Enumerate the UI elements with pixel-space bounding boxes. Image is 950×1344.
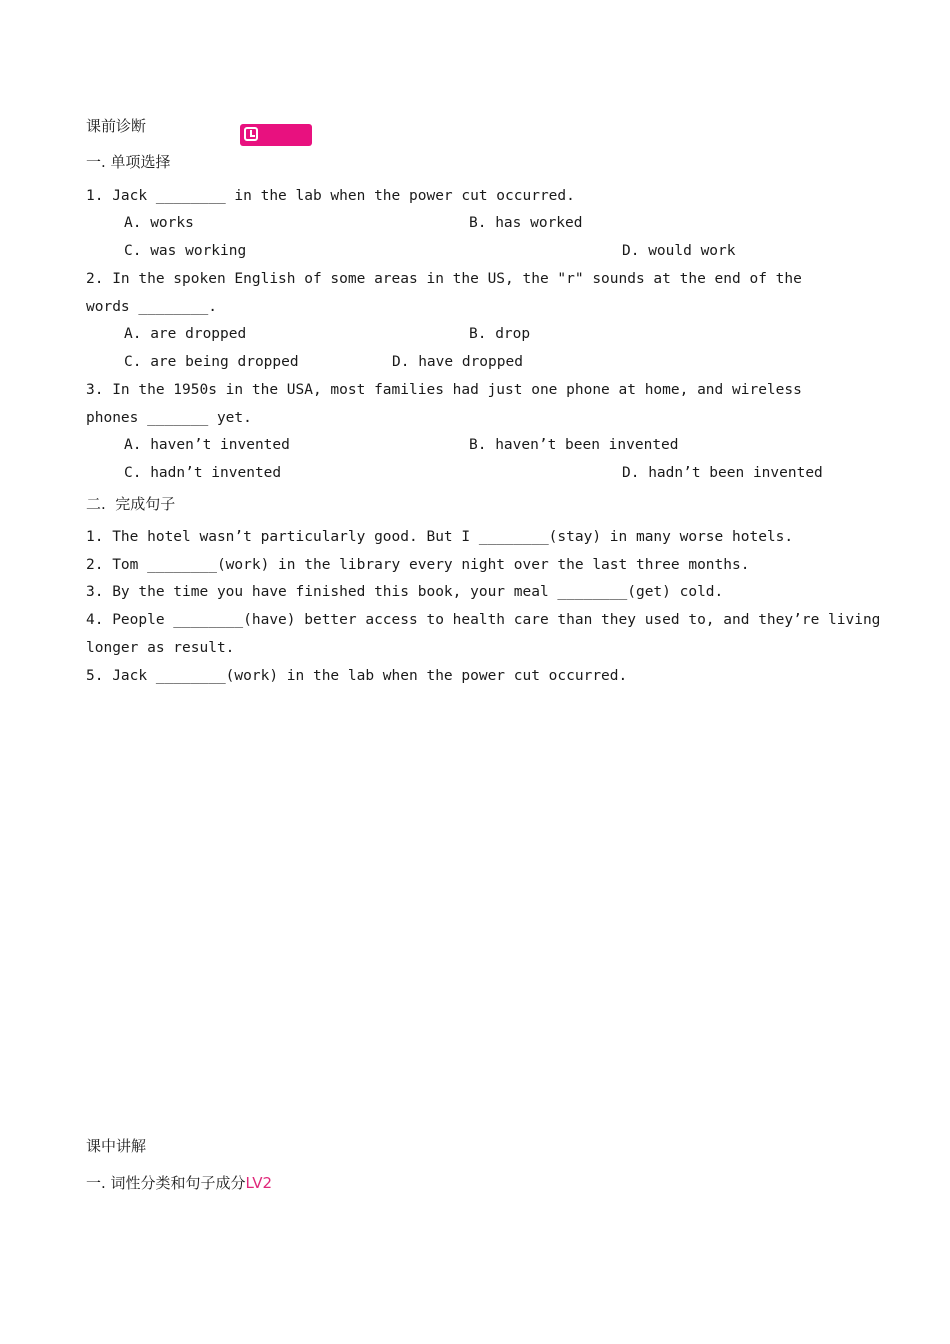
part1-title: 一. 单项选择 bbox=[86, 153, 171, 171]
lecture-part1-text: 一. 词性分类和句子成分 bbox=[86, 1174, 246, 1192]
q1-option-a: A. works bbox=[124, 215, 194, 231]
q2-stem-line1: 2. In the spoken English of some areas in the US, the "r" sounds at the end of the bbox=[86, 271, 802, 287]
q2-option-d: D. have dropped bbox=[392, 354, 523, 370]
q3-stem-line2: phones _______ yet. bbox=[86, 410, 252, 426]
q2-option-c: C. are being dropped bbox=[124, 354, 299, 370]
q3-option-b: B. haven’t been invented bbox=[469, 437, 679, 453]
sentence-2: 2. Tom ________(work) in the library every night over the last three months. bbox=[86, 557, 750, 573]
lecture-heading: 课中讲解 bbox=[86, 1137, 147, 1155]
sentence-1: 1. The hotel wasn’t particularly good. But I ________(stay) in many worse hotels. bbox=[86, 529, 794, 545]
q3-option-c: C. hadn’t invented bbox=[124, 465, 282, 481]
q1-stem: 1. Jack ________ in the lab when the power cut occurred. bbox=[86, 188, 575, 204]
part2-title: 二. 完成句子 bbox=[86, 495, 176, 513]
q3-stem-line1: 3. In the 1950s in the USA, most families had just one phone at home, and wireless bbox=[86, 382, 802, 398]
q3-option-a: A. haven’t invented bbox=[124, 437, 290, 453]
timer-badge bbox=[240, 124, 312, 146]
q2-option-a: A. are dropped bbox=[124, 326, 247, 342]
q1-option-d: D. would work bbox=[622, 243, 736, 259]
sentence-3: 3. By the time you have finished this book, your meal ________(get) cold. bbox=[86, 584, 724, 600]
sentence-5: 5. Jack ________(work) in the lab when the power cut occurred. bbox=[86, 668, 628, 684]
level-tag: LV2 bbox=[245, 1174, 273, 1192]
q1-option-c: C. was working bbox=[124, 243, 247, 259]
q2-stem-line2: words ________. bbox=[86, 299, 217, 315]
sentence-4-line2: longer as result. bbox=[86, 640, 235, 656]
clock-icon bbox=[244, 127, 258, 141]
sentence-4-line1: 4. People ________(have) better access to health care than they used to, and they’re living bbox=[86, 612, 881, 628]
lecture-part1-title bbox=[86, 1173, 272, 1193]
q2-option-b: B. drop bbox=[469, 326, 531, 342]
diagnosis-heading: 课前诊断 bbox=[86, 117, 147, 135]
q3-option-d: D. hadn’t been invented bbox=[622, 465, 823, 481]
q1-option-b: B. has worked bbox=[469, 215, 583, 231]
